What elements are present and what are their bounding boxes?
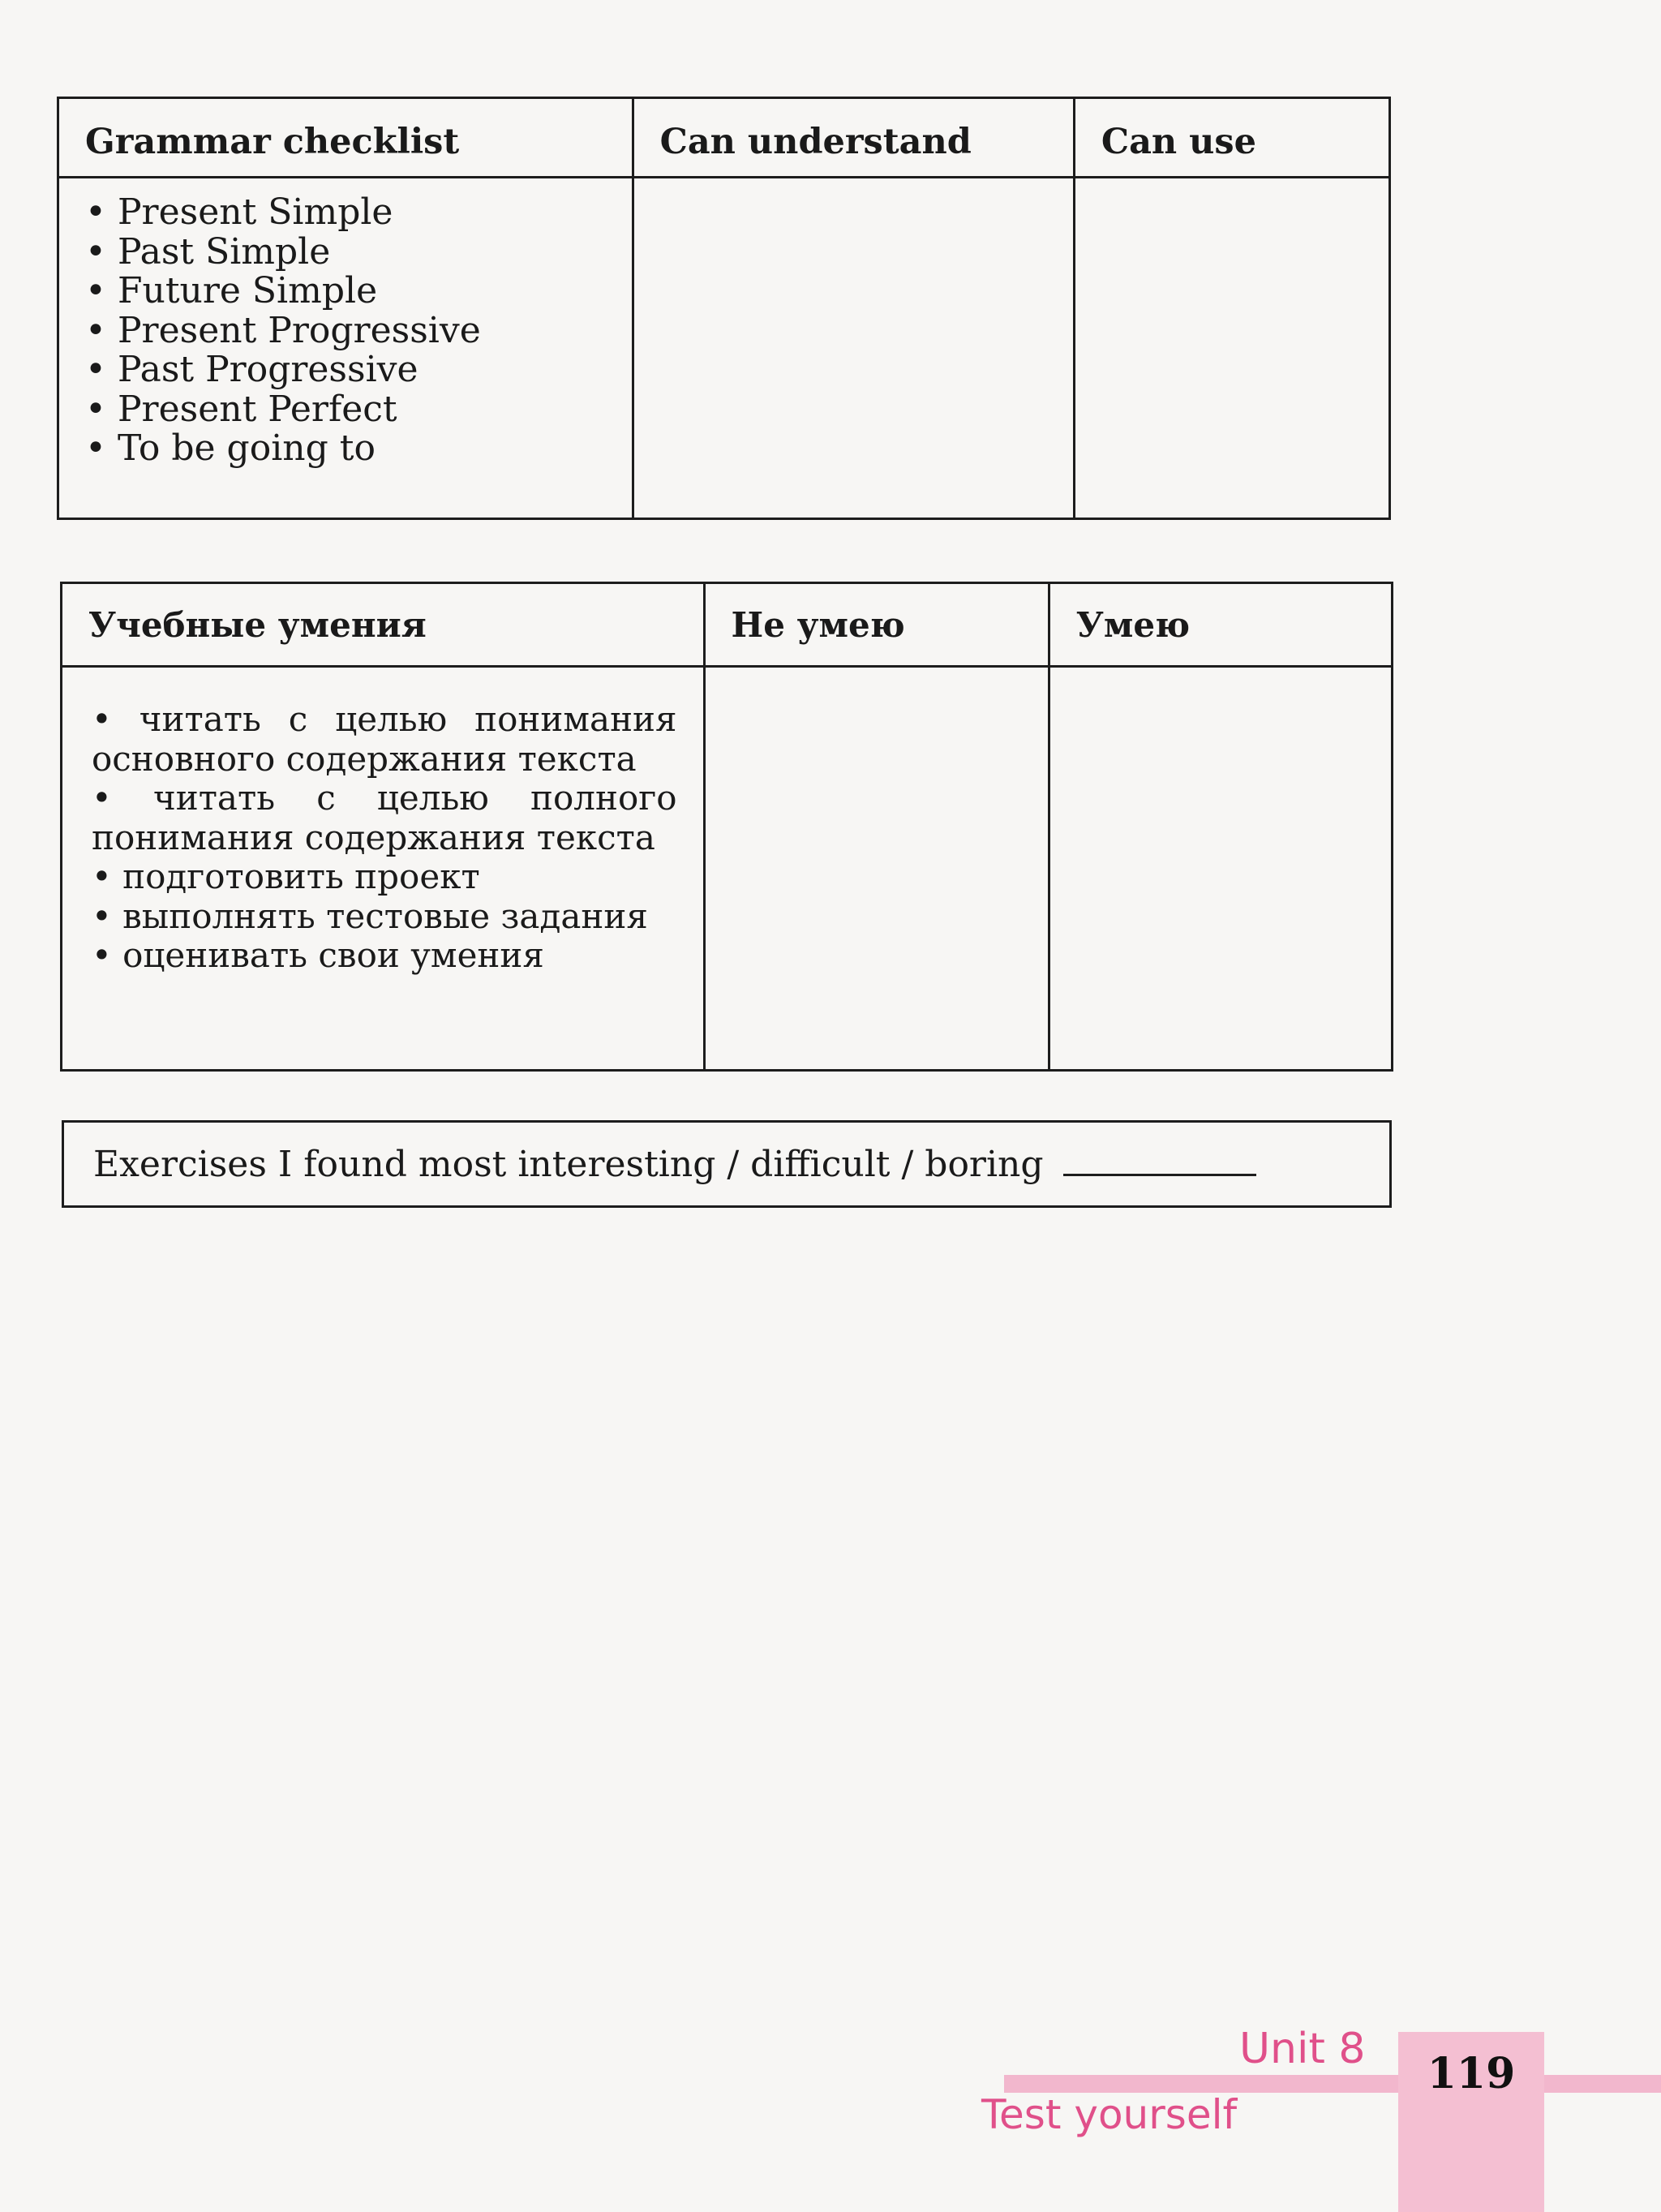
grammar-list xyxy=(85,193,606,469)
table-row xyxy=(62,667,1393,1071)
section-label: Test yourself xyxy=(981,2091,1238,2138)
cannot-header: Не умею xyxy=(704,583,1049,667)
can-understand-cell[interactable] xyxy=(633,178,1074,519)
list-item: • Present Progressive xyxy=(85,311,606,351)
footer-band xyxy=(1004,2075,1661,2093)
can-understand-header: Can understand xyxy=(633,98,1074,178)
list-item: • Future Simple xyxy=(85,272,606,311)
page-number: 119 xyxy=(1427,2049,1516,2098)
list-item: • To be going to xyxy=(85,429,606,469)
skills-list xyxy=(92,700,677,976)
list-item: • выполнять тестовые задания xyxy=(92,897,677,937)
list-item: • Present Perfect xyxy=(85,390,606,430)
can-cell[interactable] xyxy=(1049,667,1392,1071)
can-use-header: Can use xyxy=(1074,98,1389,178)
grammar-checklist-table xyxy=(57,97,1391,520)
exercises-prompt: Exercises I found most interesting / difficult / boring xyxy=(93,1143,1044,1185)
list-item: • читать с целью понимания основного содержания текста xyxy=(92,700,677,779)
grammar-items-cell xyxy=(58,178,633,519)
list-item: • Past Simple xyxy=(85,233,606,273)
list-item: • оценивать свои умения xyxy=(92,936,677,976)
unit-label: Unit 8 xyxy=(1239,2025,1366,2073)
cannot-cell[interactable] xyxy=(704,667,1049,1071)
list-item: • читать с целью полного понимания содержания текста xyxy=(92,779,677,857)
grammar-checklist-header: Grammar checklist xyxy=(58,98,633,178)
skills-table xyxy=(60,582,1393,1072)
list-item: • Present Simple xyxy=(85,193,606,233)
table-header-row xyxy=(62,583,1393,667)
can-header: Умею xyxy=(1049,583,1392,667)
can-use-cell[interactable] xyxy=(1074,178,1389,519)
skills-items-cell xyxy=(62,667,705,1071)
table-row xyxy=(58,178,1390,519)
table-header-row xyxy=(58,98,1390,178)
list-item: • Past Progressive xyxy=(85,350,606,390)
skills-header: Учебные умения xyxy=(62,583,705,667)
answer-blank[interactable] xyxy=(1063,1167,1256,1176)
list-item: • подготовить проект xyxy=(92,857,677,897)
exercises-box xyxy=(62,1120,1392,1208)
